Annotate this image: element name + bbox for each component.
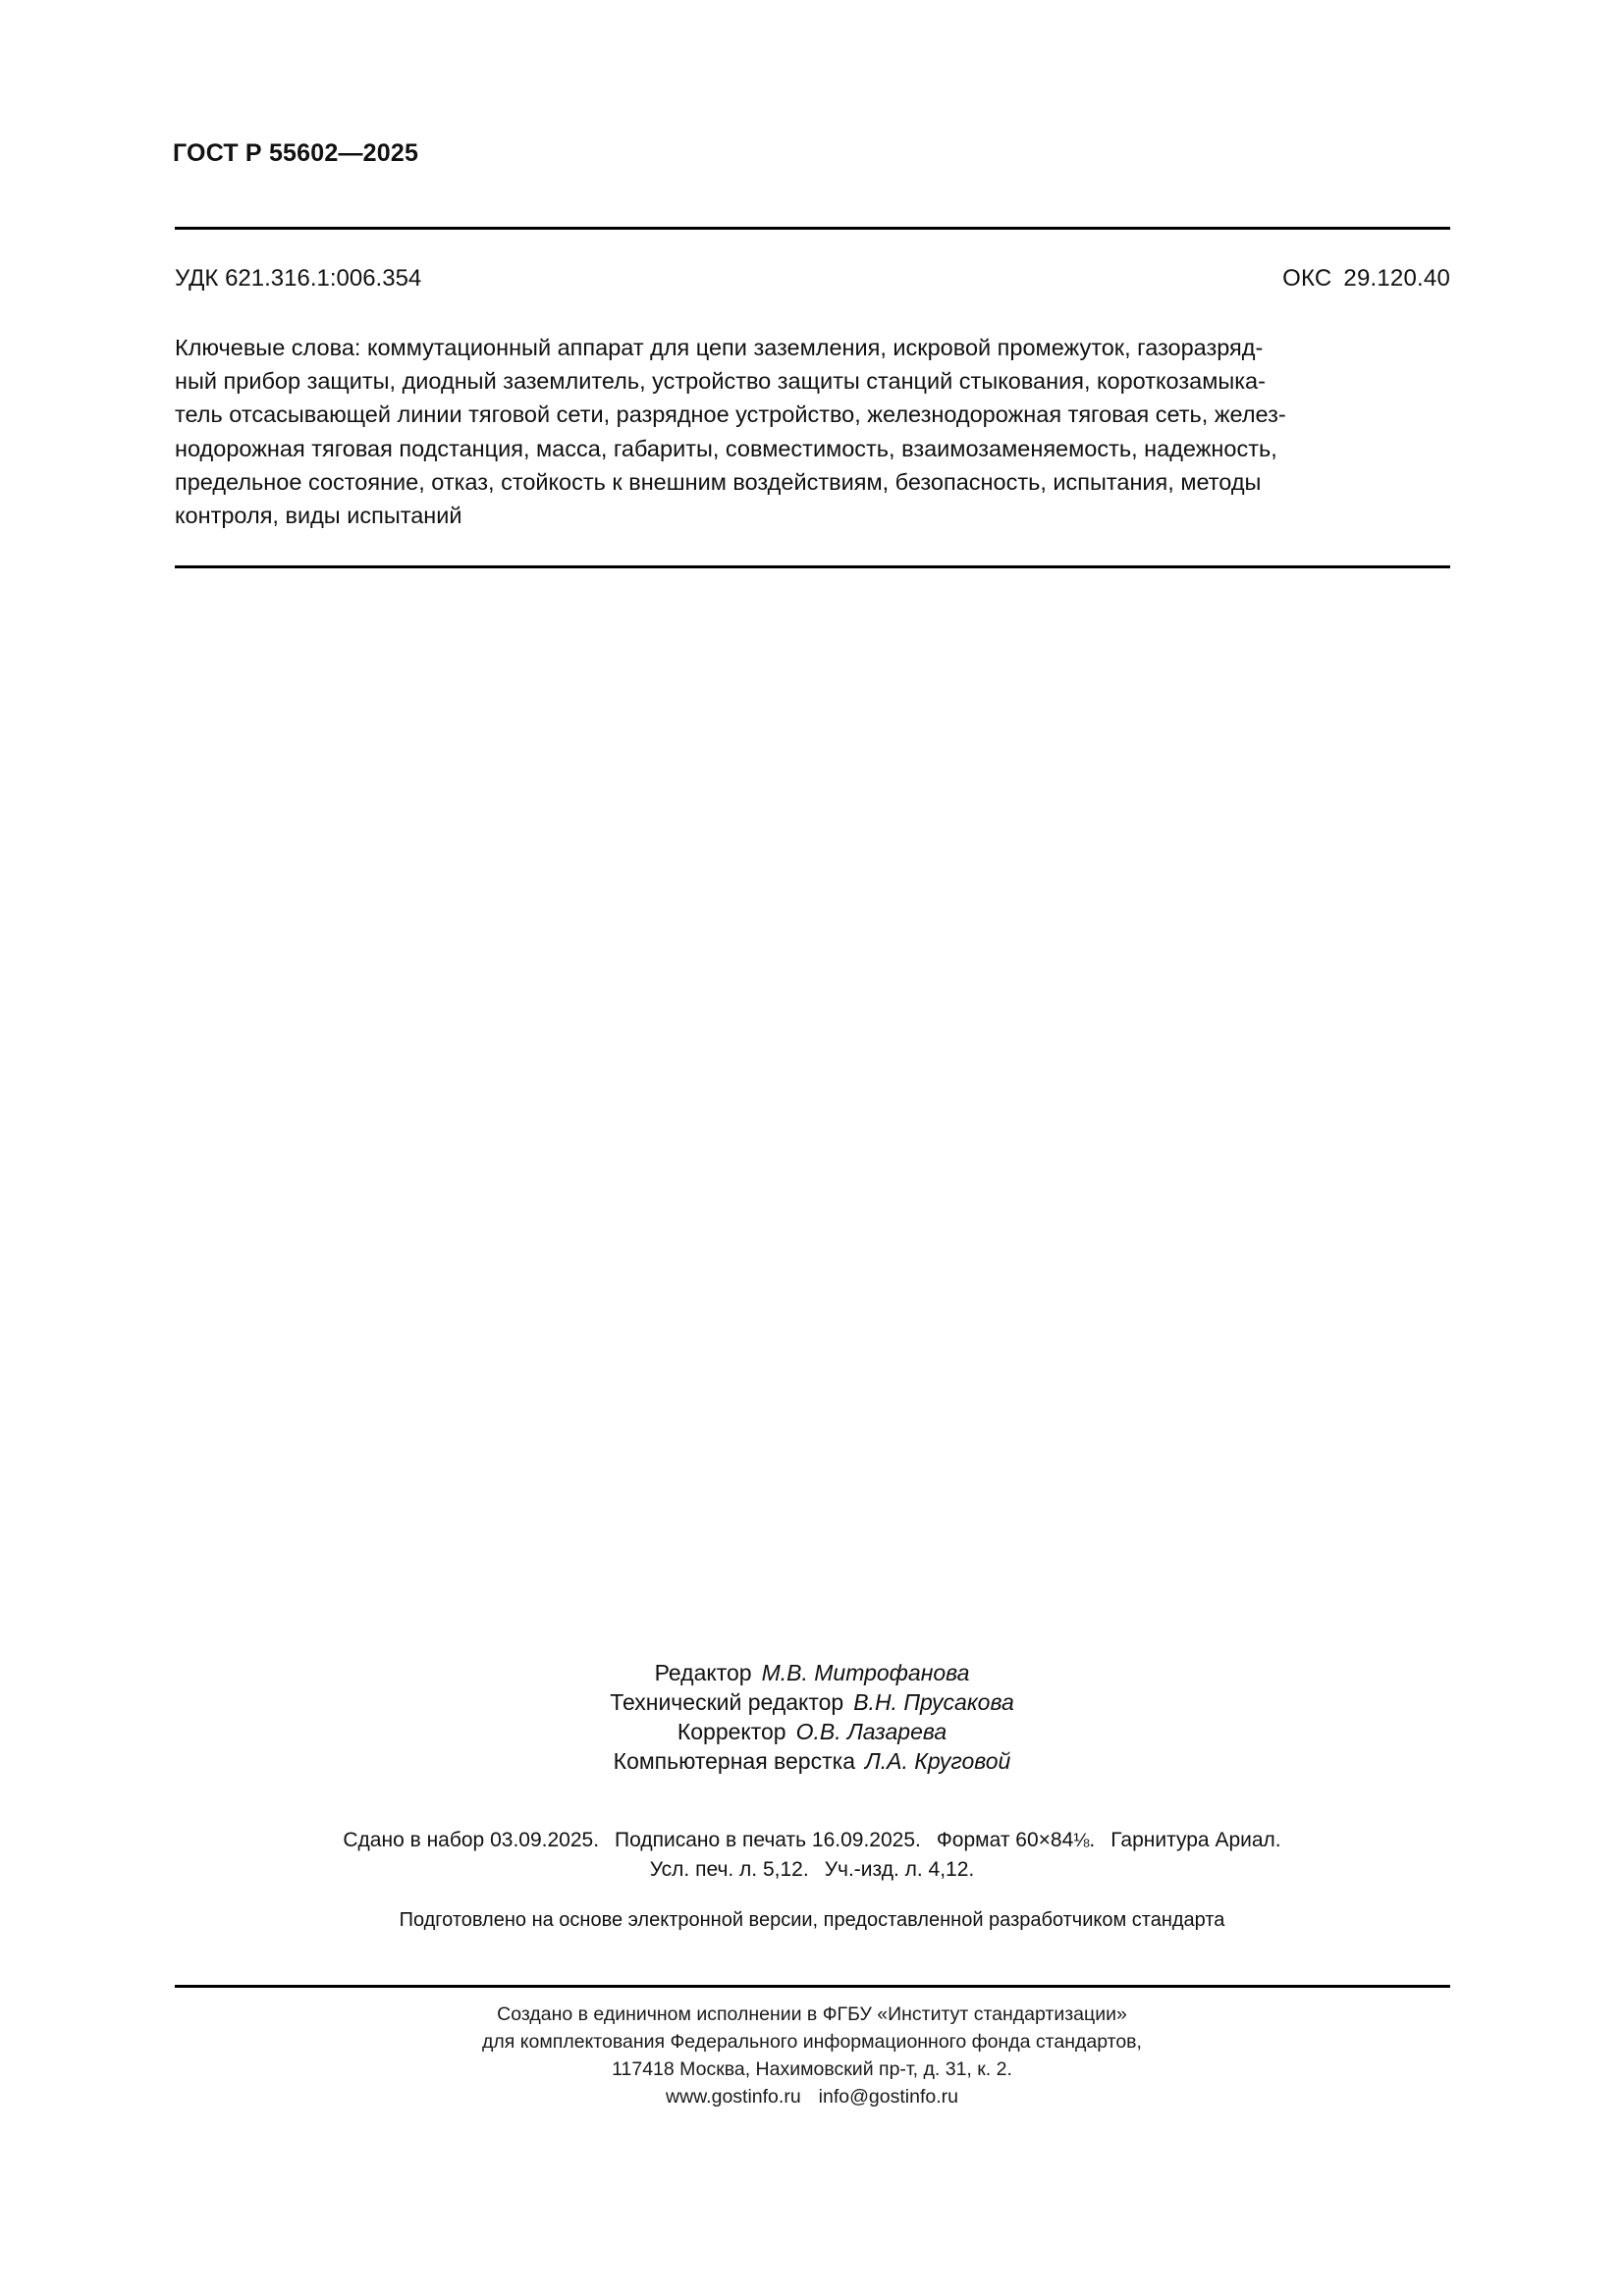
keywords-line — [175, 331, 1452, 364]
oks-code — [1282, 265, 1450, 293]
keywords-line-text: Ключевые слова: коммутационный аппарат для цепи заземления, искровой промежуток, газоразряд- — [175, 335, 1264, 360]
format-suffix: . — [1089, 1829, 1096, 1851]
print-info-line-2 — [0, 1855, 1624, 1884]
editor-name: М.В. Митрофанова — [761, 1660, 970, 1685]
credit-row-layout — [0, 1746, 1624, 1776]
technical-editor-role-label: Технический редактор — [610, 1689, 844, 1715]
horizontal-rule-middle — [175, 565, 1450, 568]
typeface-label: Гарнитура — [1110, 1829, 1210, 1851]
keywords-line — [175, 432, 1452, 465]
print-info-line-1 — [0, 1826, 1624, 1855]
horizontal-rule-top — [175, 227, 1450, 230]
print-information — [0, 1826, 1624, 1884]
keywords-line-text: ный прибор защиты, диодный заземлитель, устройство защиты станций стыкования, короткозамыка- — [175, 368, 1266, 395]
horizontal-rule-bottom — [175, 1985, 1450, 1988]
proofreader-role-label: Корректор — [677, 1719, 786, 1744]
keywords-line-text: тель отсасывающей линии тяговой сети, разрядное устройство, железнодорожная тяговая сеть, желез- — [175, 401, 1286, 428]
conventional-sheets: Усл. печ. л. 5,12. — [649, 1858, 809, 1881]
editorial-credits — [0, 1658, 1624, 1776]
submitted-date: 03.09.2025. — [490, 1829, 600, 1851]
footer-address: 117418 Москва, Нахимовский пр-т, д. 31, к. 2. — [612, 2058, 1012, 2080]
keywords-paragraph — [175, 331, 1452, 532]
keywords-line — [175, 465, 1452, 499]
classification-line — [175, 265, 1450, 293]
credit-row-proofreader — [0, 1717, 1624, 1746]
editor-role-label: Редактор — [654, 1660, 752, 1685]
running-head-standard-number: ГОСТ Р 55602—2025 — [173, 139, 419, 167]
credit-row-technical-editor — [0, 1687, 1624, 1717]
footer-line-1: Создано в единичном исполнении в ФГБУ «Институт стандартизации» — [497, 2003, 1127, 2025]
oks-label: ОКС — [1282, 265, 1332, 292]
layout-name: Л.А. Круговой — [865, 1748, 1011, 1774]
website-link[interactable]: www.gostinfo.ru — [666, 2086, 801, 2108]
typeface-value: Ариал. — [1215, 1829, 1281, 1851]
submitted-label: Сдано в набор — [343, 1829, 485, 1851]
keywords-line — [175, 499, 1452, 532]
prepared-from-electronic-version-note: Подготовлено на основе электронной версии, предоставленной разработчиком стандарта — [399, 1909, 1225, 1931]
keywords-line — [175, 364, 1452, 398]
oks-value: 29.120.40 — [1343, 265, 1450, 292]
footer-contacts — [0, 2083, 1624, 2110]
signed-date: 16.09.2025. — [811, 1829, 921, 1851]
keywords-line — [175, 398, 1452, 431]
format-label: Формат — [936, 1829, 1010, 1851]
udk-code: УДК 621.316.1:006.354 — [175, 265, 422, 292]
publisher-footer — [0, 2001, 1624, 2110]
accounting-sheets: Уч.-изд. л. 4,12. — [824, 1858, 975, 1881]
technical-editor-name: В.Н. Прусакова — [853, 1689, 1014, 1715]
keywords-line-text: нодорожная тяговая подстанция, масса, габариты, совместимость, взаимозаменяемость, надежность, — [175, 435, 1277, 461]
format-fraction: ⅛ — [1073, 1831, 1090, 1851]
footer-line-2: для комплектования Федерального информационного фонда стандартов, — [482, 2031, 1142, 2053]
email-link[interactable]: info@gostinfo.ru — [818, 2086, 958, 2108]
keywords-line-text: предельное состояние, отказ, стойкость к внешним воздействиям, безопасность, испытания, методы — [175, 468, 1262, 495]
credit-row-editor — [0, 1658, 1624, 1687]
layout-role-label: Компьютерная верстка — [613, 1748, 855, 1774]
format-value: 60×84 — [1015, 1829, 1074, 1851]
signed-label: Подписано в печать — [615, 1829, 807, 1851]
proofreader-name: О.В. Лазарева — [795, 1719, 947, 1744]
keywords-line-text: контроля, виды испытаний — [175, 503, 462, 529]
